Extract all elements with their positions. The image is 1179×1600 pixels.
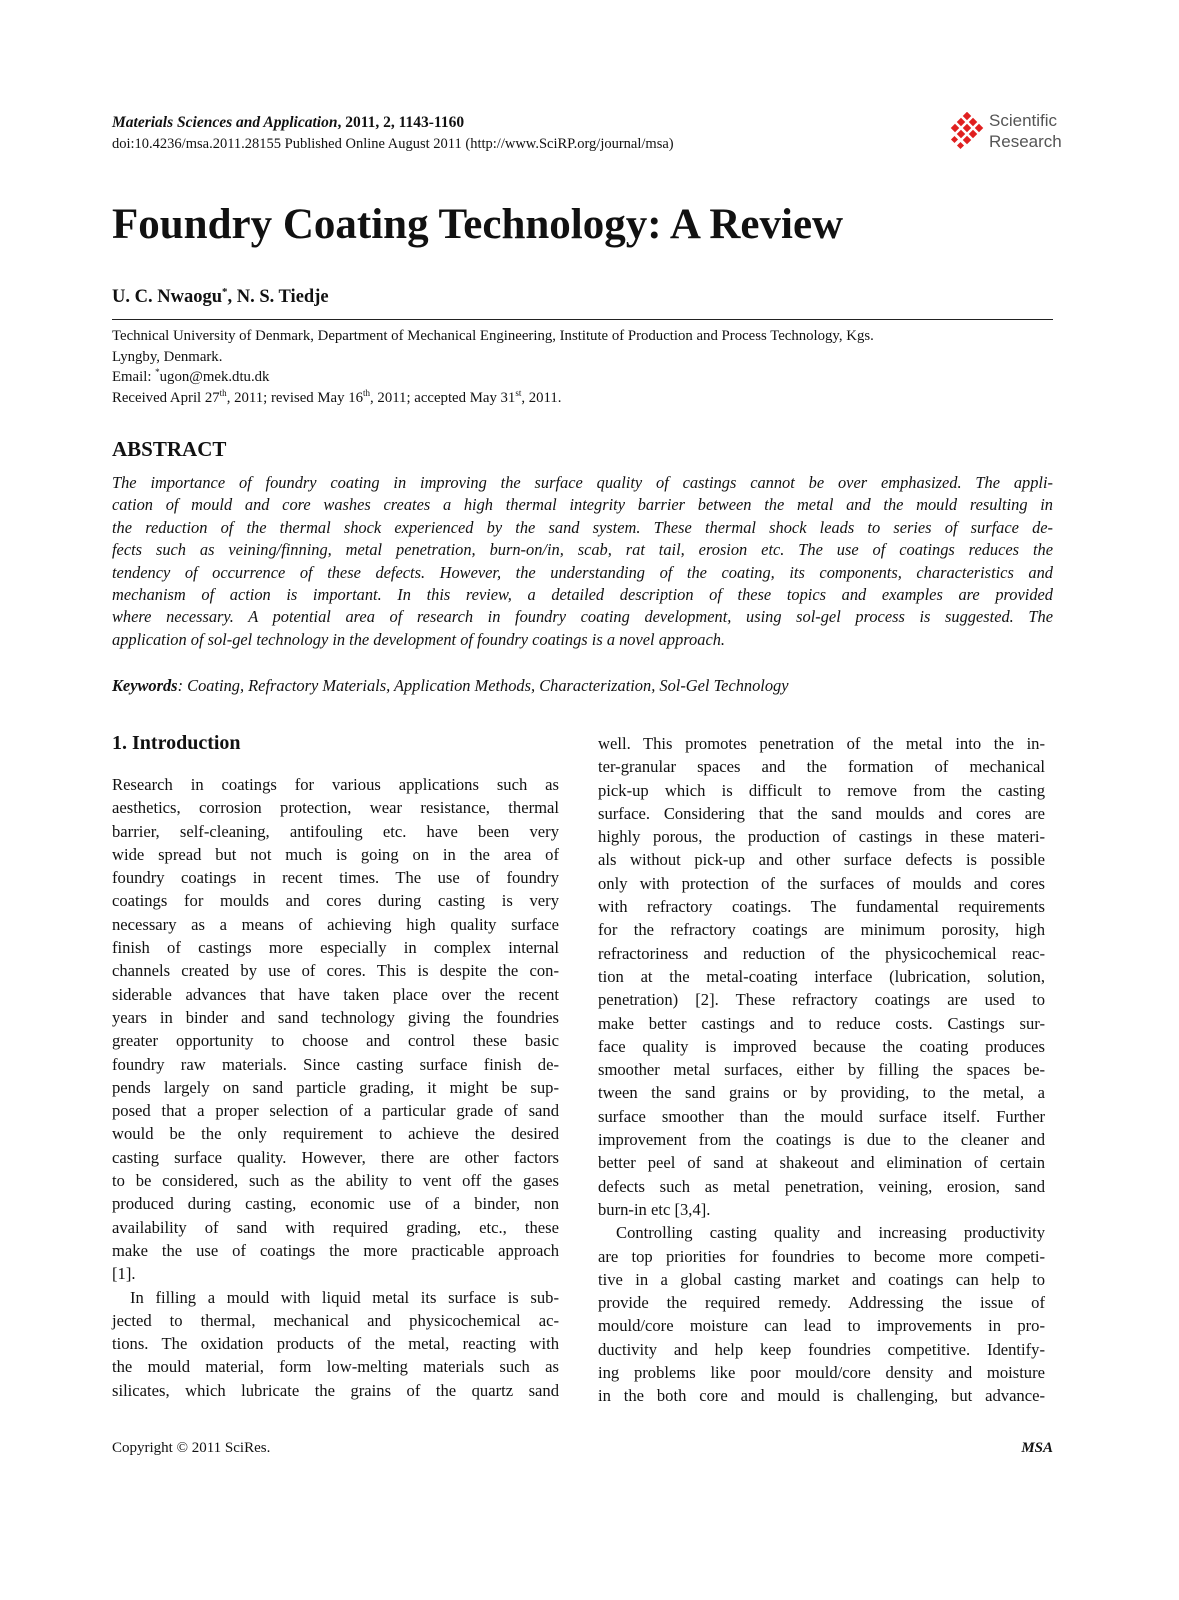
text-line: foundry coatings in recent times. The use of foundry: [112, 868, 559, 888]
affiliation-line-1: Technical University of Denmark, Department of Mechanical Engineering, Institute of Production and Process Technology, Kgs.: [112, 328, 874, 344]
text-line: In filling a mould with liquid metal its surface is sub-: [130, 1287, 559, 1307]
text-line: face quality is improved because the coating produces: [598, 1036, 1045, 1056]
text-line: jected to thermal, mechanical and physicochemical ac-: [112, 1310, 559, 1330]
journal-volume: , 2011, 2, 1143-1160: [337, 114, 465, 131]
email-line: [112, 367, 1053, 388]
abstract-body: [112, 472, 1053, 651]
text-line: [1].: [112, 1264, 136, 1284]
text-line: cation of mould and core washes creates a high thermal integrity barrier between the metal and the mould resulting in: [112, 495, 1053, 515]
text-line: tion at the metal-coating interface (lubrication, solution,: [598, 966, 1045, 986]
text-line: years in binder and sand technology giving the foundries: [112, 1007, 559, 1027]
text-line: only with protection of the surfaces of moulds and cores: [598, 873, 1045, 893]
email-address[interactable]: ugon@mek.dtu.dk: [159, 369, 270, 385]
author-list: [112, 285, 329, 309]
ordinal-sup: th: [363, 387, 371, 398]
logo-line-1: Scientific: [989, 111, 1058, 130]
text-line: availability of sand with required grading, etc., these: [112, 1217, 559, 1237]
text-line: would be the only requirement to achieve the desired: [112, 1124, 559, 1144]
footer-copyright: Copyright © 2011 SciRes.: [112, 1440, 271, 1456]
text-line: produced during casting, economic use of a binder, non: [112, 1194, 559, 1214]
year-text: , 2011.: [521, 389, 562, 406]
revised-text: , 2011; revised May 16: [226, 389, 363, 406]
received-text: Received April 27: [112, 389, 220, 406]
text-line: burn-in etc [3,4].: [598, 1199, 711, 1219]
text-line: refractoriness and reduction of the physicochemical reac-: [598, 943, 1045, 963]
ordinal-sup: th: [219, 387, 227, 398]
email-label: Email:: [112, 369, 156, 385]
keywords-line: [112, 675, 789, 697]
text-line: fects such as veining/finning, metal penetration, burn-on/in, scab, rat tail, erosion etc. The use of coatings reduces the: [112, 540, 1053, 560]
text-line: well. This promotes penetration of the metal into the in-: [598, 734, 1045, 753]
text-line: siderable advances that have taken place over the recent: [112, 984, 559, 1004]
text-line: tendency of occurrence of these defects. However, the understanding of the coating, its components, characteristics and: [112, 562, 1053, 582]
text-line: ductivity and help keep foundries competitive. Identify-: [598, 1339, 1045, 1359]
paper-title: Foundry Coating Technology: A Review: [112, 201, 844, 248]
text-line: wide spread but not much is going on in the area of: [112, 844, 559, 864]
text-line: ter-granular spaces and the formation of mechanical: [598, 757, 1045, 777]
keywords-label: Keywords: [112, 676, 178, 695]
text-line: make the use of coatings the more practicable approach: [112, 1240, 559, 1260]
text-line: for the refractory coatings are minimum porosity, high: [598, 920, 1045, 940]
text-line: posed that a proper selection of a particular grade of sand: [112, 1101, 559, 1121]
doi-line: doi:10.4236/msa.2011.28155 Published Online August 2011 (http://www.SciRP.org/journal/msa): [112, 136, 674, 152]
text-line: surface smoother than the mould surface itself. Further: [598, 1106, 1045, 1126]
text-line: highly porous, the production of castings in these materi-: [598, 827, 1045, 847]
journal-name: Materials Sciences and Application: [112, 114, 338, 131]
text-line: penetration) [2]. These refractory coatings are used to: [598, 990, 1045, 1010]
text-line: in the both core and mould is challenging, but advance-: [598, 1386, 1045, 1406]
text-line: provide the required remedy. Addressing the issue of: [598, 1293, 1045, 1313]
text-line: mould/core moisture can lead to improvements in pro-: [598, 1316, 1045, 1336]
text-line: pick-up which is difficult to remove from the casting: [598, 780, 1045, 800]
text-line: defects such as metal penetration, veining, erosion, sand: [598, 1176, 1045, 1196]
text-line: mechanism of action is important. In this review, a detailed description of these topics and examples are provided: [112, 584, 1053, 604]
text-line: barrier, self-cleaning, antifouling etc. have been very: [112, 821, 559, 841]
text-line: silicates, which lubricate the grains of the quartz sand: [112, 1380, 559, 1400]
text-line: The importance of foundry coating in improving the surface quality of castings cannot be over emphasized. The appli-: [112, 473, 1053, 492]
text-line: application of sol-gel technology in the development of foundry coatings is a novel approach.: [112, 629, 726, 649]
text-line: aesthetics, corrosion protection, wear resistance, thermal: [112, 798, 559, 818]
text-line: surface. Considering that the sand moulds and cores are: [598, 803, 1045, 823]
ordinal-sup: st: [515, 387, 522, 398]
text-line: greater opportunity to choose and control these basic: [112, 1031, 559, 1051]
logo-mark-icon: [947, 112, 987, 152]
text-line: ing problems like poor mould/core density and moisture: [598, 1363, 1045, 1383]
text-line: Controlling casting quality and increasing productivity: [616, 1223, 1045, 1243]
logo-line-2: Research: [989, 132, 1062, 151]
text-line: the mould material, form low-melting materials such as: [112, 1357, 559, 1377]
journal-citation: [112, 113, 464, 133]
text-line: finish of castings more especially in complex internal: [112, 938, 559, 958]
right-column-text: [598, 732, 1045, 1408]
text-line: smoother metal surfaces, either by filling the spaces be-: [598, 1060, 1045, 1080]
text-line: Research in coatings for various applications such as: [112, 775, 559, 794]
author-1: U. C. Nwaogu: [112, 287, 222, 307]
text-line: where necessary. A potential area of research in foundry coating development, using sol-gel process is suggested. The: [112, 607, 1053, 627]
affiliation-block: [112, 326, 1053, 408]
text-line: the reduction of the thermal shock experienced by the sand system. These thermal shock leads to series of surface de-: [112, 517, 1053, 537]
scientific-research-logo: [947, 110, 1077, 156]
text-line: casting surface quality. However, there are other factors: [112, 1147, 559, 1167]
text-line: coatings for moulds and cores during casting is very: [112, 891, 559, 911]
text-line: tions. The oxidation products of the metal, reacting with: [112, 1334, 559, 1354]
text-line: improvement from the coatings is due to the cleaner and: [598, 1130, 1045, 1150]
text-line: channels created by use of cores. This is despite the con-: [112, 961, 559, 981]
text-line: better peel of sand at shakeout and elimination of certain: [598, 1153, 1045, 1173]
text-line: als without pick-up and other surface defects is possible: [598, 850, 1045, 870]
text-line: tive in a global casting market and coatings can help to: [598, 1269, 1045, 1289]
email-mark: *: [155, 367, 160, 377]
text-line: tween the sand grains or by providing, to the metal, a: [598, 1083, 1045, 1103]
logo-text: [989, 110, 1062, 152]
title-rule: [112, 319, 1053, 320]
text-line: foundry raw materials. Since casting surface finish de-: [112, 1054, 559, 1074]
text-line: with refractory coatings. The fundamental requirements: [598, 897, 1045, 917]
left-column-text: [112, 773, 559, 1402]
corresponding-mark: *: [221, 286, 228, 298]
affiliation-line-2: Lyngby, Denmark.: [112, 348, 223, 365]
accepted-text: , 2011; accepted May 31: [370, 389, 516, 406]
text-line: are top priorities for foundries to become more competi-: [598, 1246, 1045, 1266]
text-line: necessary as a means of achieving high quality surface: [112, 914, 559, 934]
text-line: pends largely on sand particle grading, it might be sup-: [112, 1077, 559, 1097]
received-dates: [112, 388, 1053, 409]
section-heading-introduction: 1. Introduction: [112, 732, 241, 754]
author-2: , N. S. Tiedje: [227, 287, 329, 307]
abstract-heading: ABSTRACT: [112, 437, 227, 461]
footer-journal-abbrev: MSA: [1021, 1440, 1053, 1456]
text-line: to be considered, such as the ability to vent off the gases: [112, 1171, 559, 1191]
text-line: make better castings and to reduce costs. Castings sur-: [598, 1013, 1045, 1033]
keywords-text: : Coating, Refractory Materials, Application Methods, Characterization, Sol-Gel Technology: [177, 676, 789, 695]
